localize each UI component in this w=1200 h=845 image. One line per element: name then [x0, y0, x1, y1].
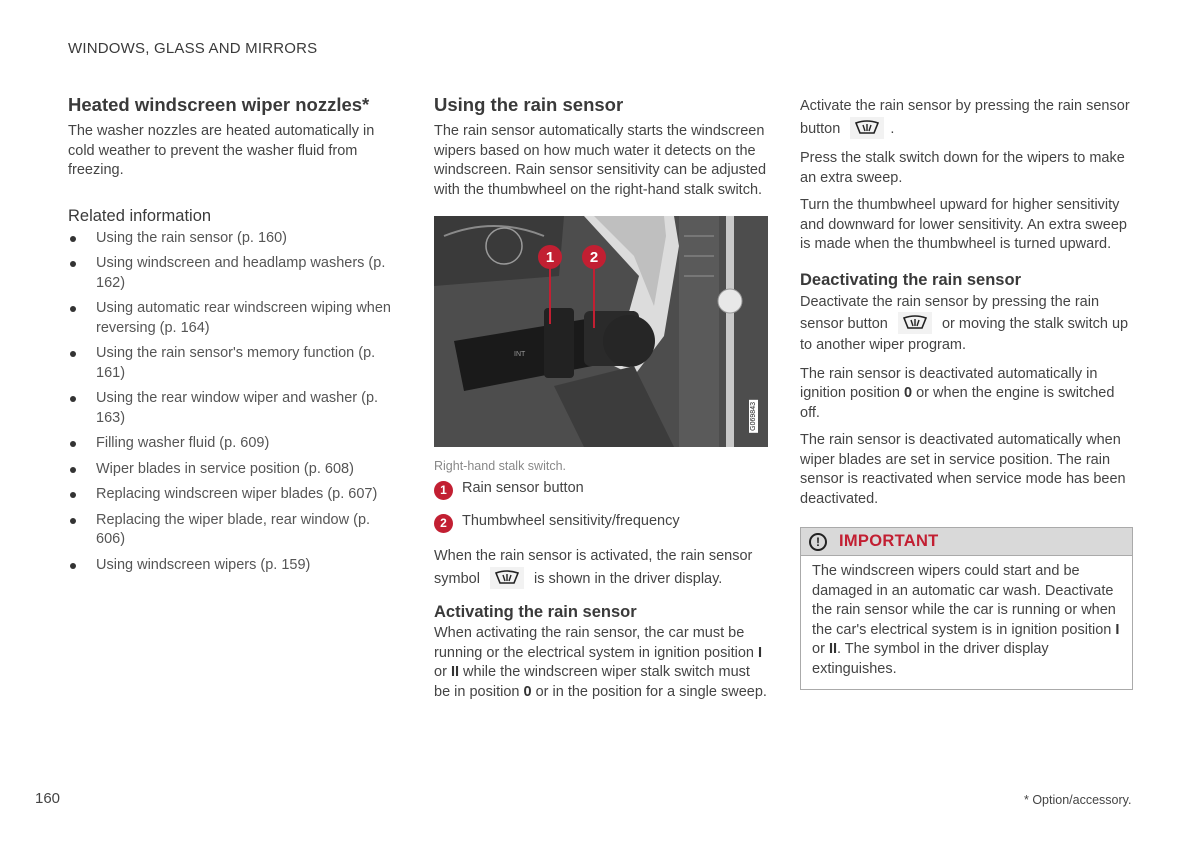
page-number: 160	[35, 790, 61, 807]
column-right	[800, 92, 1133, 690]
callout-text-1: Rain sensor button	[462, 480, 584, 496]
list-item[interactable]: Replacing the wiper blade, rear window (p. 606)	[68, 511, 398, 550]
deactivate-paragraph: Deactivate the rain sensor by pressing the rain sensor button or moving the stalk switch up to another wiper program.	[800, 293, 1129, 354]
important-body: The windscreen wipers could start and be damaged in an automatic car wash. Deactivate the rain sensor while the car is running or when the car's electrical system is in ignition position I or II. The symbol in the driver display extinguishes.	[812, 563, 1120, 677]
activating-heading: Activating the rain sensor	[434, 603, 637, 621]
rain-sensor-icon	[898, 312, 932, 334]
exclamation-icon: !	[809, 533, 827, 551]
rain-sensor-heading: Using the rain sensor	[434, 94, 624, 115]
deactivating-heading: Deactivating the rain sensor	[800, 270, 1021, 289]
callout-item-2	[434, 512, 768, 533]
bullet-icon	[70, 441, 76, 447]
list-item[interactable]: Using the rear window wiper and washer (p. 163)	[68, 389, 398, 428]
rain-sensor-icon	[850, 117, 884, 139]
bullet-icon	[70, 492, 76, 498]
bullet-icon	[70, 351, 76, 357]
list-item[interactable]: Replacing windscreen wiper blades (p. 607)	[68, 485, 398, 505]
important-box	[800, 527, 1133, 690]
section-header: WINDOWS, GLASS AND MIRRORS	[68, 40, 318, 57]
auto-deactivate-paragraph-2: The rain sensor is deactivated automatically when wiper blades are set in service position. The rain sensor is reactivated when service mode has been deactivated.	[800, 432, 1126, 507]
auto-deactivate-paragraph-1: The rain sensor is deactivated automatically in ignition position 0 or when the engine is switched off.	[800, 365, 1115, 421]
rain-sensor-intro: The rain sensor automatically starts the windscreen wipers based on how much water it detects on the windscreen. Rain sensor sensitivity can be adjusted with the thumbwheel on the right-hand stalk switch.	[434, 123, 767, 198]
svg-text:INT: INT	[514, 351, 526, 358]
figure-caption: Right-hand stalk switch.	[434, 459, 567, 473]
bullet-icon	[70, 261, 76, 267]
list-item[interactable]: Filling washer fluid (p. 609)	[68, 434, 398, 454]
figure-callout-2: 2	[582, 245, 606, 269]
callout-number-1: 1	[434, 481, 453, 500]
list-item[interactable]: Wiper blades in service position (p. 608)	[68, 460, 398, 480]
bullet-icon	[70, 563, 76, 569]
bullet-icon	[70, 306, 76, 312]
activate-paragraph: Activate the rain sensor by pressing the rain sensor button .	[800, 95, 1133, 141]
list-item[interactable]: Using automatic rear windscreen wiping when reversing (p. 164)	[68, 299, 398, 338]
list-item[interactable]: Using windscreen wipers (p. 159)	[68, 556, 398, 576]
related-info-heading: Related information	[68, 206, 212, 225]
stalk-switch-figure	[434, 216, 768, 447]
column-left	[68, 92, 398, 581]
list-item[interactable]: Using the rain sensor's memory function (p. 161)	[68, 344, 398, 383]
column-middle	[434, 92, 768, 710]
activating-body: When activating the rain sensor, the car must be running or the electrical system in ignition position I or II while the windscreen wiper stalk switch must be in position 0 or in the position for a single sweep.	[434, 625, 767, 700]
related-info-list	[68, 229, 398, 576]
press-paragraph: Press the stalk switch down for the wipers to make an extra sweep.	[800, 150, 1125, 186]
bullet-icon	[70, 518, 76, 524]
heated-nozzles-body: The washer nozzles are heated automatically in cold weather to prevent the washer fluid from freezing.	[68, 123, 375, 178]
important-label: IMPORTANT	[839, 532, 939, 551]
bullet-icon	[70, 236, 76, 242]
figure-callout-1: 1	[538, 245, 562, 269]
important-header	[801, 528, 1132, 556]
rain-sensor-icon	[490, 567, 524, 589]
callout-number-2: 2	[434, 514, 453, 533]
symbol-paragraph: When the rain sensor is activated, the rain sensor symbol is shown in the driver display.	[434, 545, 768, 591]
figure-code: G069843	[750, 402, 757, 431]
list-item[interactable]: Using windscreen and headlamp washers (p. 162)	[68, 254, 398, 293]
bullet-icon	[70, 396, 76, 402]
callout-item-1	[434, 479, 768, 500]
bullet-icon	[70, 467, 76, 473]
turn-paragraph: Turn the thumbwheel upward for higher sensitivity and downward for lower sensitivity. An extra sweep is made when the thumbwheel is turned upward.	[800, 197, 1127, 252]
list-item[interactable]: Using the rain sensor (p. 160)	[68, 229, 398, 249]
callout-text-2: Thumbwheel sensitivity/frequency	[462, 513, 680, 529]
footer-note: * Option/accessory.	[1024, 793, 1132, 807]
heated-nozzles-heading: Heated windscreen wiper nozzles*	[68, 94, 370, 115]
